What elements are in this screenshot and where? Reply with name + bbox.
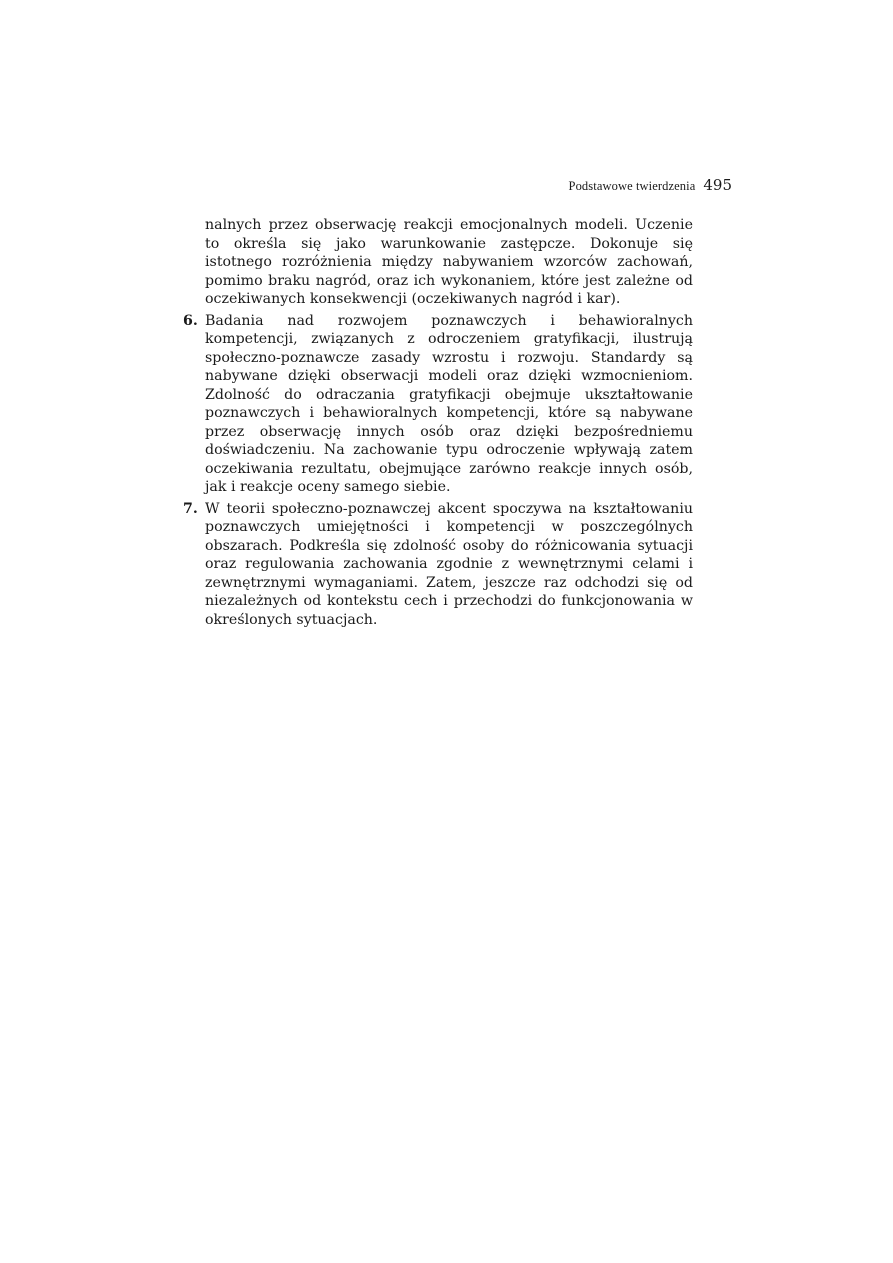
- list-item: [183, 500, 693, 630]
- list-item-text: W teorii społeczno-poznawczej akcent spoczywa na kształtowaniu poznawczych umiejętności i kompetencji w poszczególnych obszarach. Podkreśla się zdolność osoby do różnicowania sytuacji oraz regulowania zachowania zgodnie z wewnętrznymi celami i zewnętrznymi wymaganiami. Zatem, jeszcze raz odchodzi się od niezależnych od kontekstu cech i przechodzi do funkcjonowania w określonych sytuacjach.: [205, 500, 693, 628]
- continuation-paragraph: nalnych przez obserwację reakcji emocjonalnych modeli. Uczenie to określa się jako warunkowanie zastępcze. Dokonuje się istotnego rozróżnienia między nabywaniem wzorców zachowań, pomimo braku nagród, oraz ich wykonaniem, które jest zależne od oczekiwanych konsekwencji (oczekiwanych nagród i kar).: [205, 217, 693, 307]
- page-header: [569, 176, 732, 194]
- list-item-text: Badania nad rozwojem poznawczych i behawioralnych kompetencji, związanych z odroczeniem gratyfikacji, ilustrują społeczno-poznawcze zasady wzrostu i rozwoju. Standardy są nabywane dzięki obserwacji modeli oraz dzięki wzmocnieniom. Zdolność do odraczania gratyfikacji obejmuje ukształtowanie poznawczych i behawioralnych kompetencji, które są nabywane przez obserwację innych osób oraz dzięki bezpośredniemu doświadczeniu. Na zachowanie typu odroczenie wpływają zatem oczekiwania rezultatu, obejmujące zarówno reakcje innych osób, jak i reakcje oceny samego siebie.: [205, 312, 693, 495]
- list-item: [183, 312, 693, 497]
- list-item-number: 6.: [183, 312, 198, 329]
- running-title: Podstawowe twierdzenia: [568, 179, 696, 193]
- page-number: 495: [703, 176, 732, 194]
- list-item-number: 7.: [183, 500, 198, 517]
- body-text: [183, 216, 693, 629]
